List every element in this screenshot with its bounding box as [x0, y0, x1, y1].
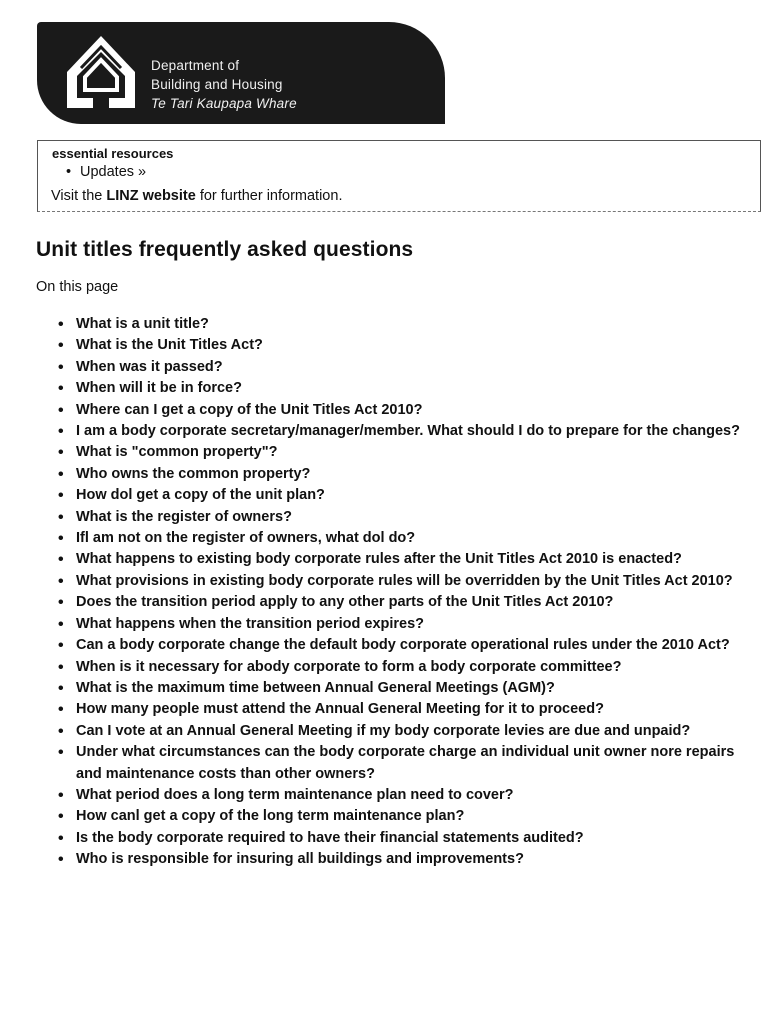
linz-website-link[interactable]: LINZ website	[106, 188, 196, 204]
faq-link[interactable]: • What is the register of owners?	[56, 507, 746, 528]
visit-linz-text	[51, 188, 342, 204]
faq-link[interactable]: • What is the Unit Titles Act?	[56, 335, 746, 356]
resources-heading: essential resources	[52, 146, 174, 161]
faq-link[interactable]: • What is a unit title?	[56, 314, 746, 335]
faq-link[interactable]: • Can I vote at an Annual General Meeting if my body corporate levies are due and unpaid?	[56, 721, 746, 742]
updates-link-label: Updates »	[80, 164, 147, 180]
org-name	[151, 56, 297, 113]
faq-link[interactable]: • When will it be in force?	[56, 378, 746, 399]
faq-link[interactable]: • Is the body corporate required to have their financial statements audited?	[56, 828, 746, 849]
faq-link[interactable]: • Under what circumstances can the body corporate charge an individual unit owner nore repairs and maintenance costs than other owners?	[56, 742, 746, 785]
bullet-icon: •	[66, 164, 72, 180]
faq-link[interactable]: • What is the maximum time between Annual General Meetings (AGM)?	[56, 678, 746, 699]
faq-link[interactable]: • Where can I get a copy of the Unit Titles Act 2010?	[56, 400, 746, 421]
visit-suffix: for further information.	[195, 188, 343, 204]
org-line-1: Department of	[151, 58, 240, 73]
faq-link[interactable]: • I am a body corporate secretary/manager/member. What should I do to prepare for the changes?	[56, 421, 746, 442]
header-banner	[37, 22, 445, 124]
faq-link[interactable]: • When was it passed?	[56, 357, 746, 378]
visit-prefix: Visit the	[51, 188, 107, 204]
faq-link[interactable]: • How canl get a copy of the long term maintenance plan?	[56, 806, 746, 827]
org-line-2: Building and Housing	[151, 77, 283, 92]
faq-link[interactable]: • Ifl am not on the register of owners, what dol do?	[56, 528, 746, 549]
essential-resources-box	[37, 140, 761, 212]
faq-link[interactable]: • How many people must attend the Annual General Meeting for it to proceed?	[56, 699, 746, 720]
updates-link[interactable]	[66, 164, 147, 180]
faq-link[interactable]: • Who is responsible for insuring all buildings and improvements?	[56, 849, 746, 870]
on-this-page-label: On this page	[36, 279, 119, 295]
faq-link[interactable]: • What period does a long term maintenance plan need to cover?	[56, 785, 746, 806]
faq-link[interactable]: • Does the transition period apply to any other parts of the Unit Titles Act 2010?	[56, 592, 746, 613]
house-logo-icon	[63, 32, 139, 112]
faq-link[interactable]: • What happens to existing body corporate rules after the Unit Titles Act 2010 is enacted?	[56, 549, 746, 570]
faq-link[interactable]: • What is "common property"?	[56, 442, 746, 463]
faq-link[interactable]: • Who owns the common property?	[56, 464, 746, 485]
page-title: Unit titles frequently asked questions	[36, 238, 414, 261]
faq-link[interactable]: • What provisions in existing body corporate rules will be overridden by the Unit Titles Act 2010?	[56, 571, 746, 592]
faq-link[interactable]: • What happens when the transition period expires?	[56, 614, 746, 635]
faq-link[interactable]: • When is it necessary for abody corporate to form a body corporate committee?	[56, 657, 746, 678]
org-maori-name: Te Tari Kaupapa Whare	[151, 96, 297, 111]
faq-list	[56, 314, 746, 871]
faq-link[interactable]: • Can a body corporate change the default body corporate operational rules under the 2010 Act?	[56, 635, 746, 656]
faq-link[interactable]: • How dol get a copy of the unit plan?	[56, 485, 746, 506]
